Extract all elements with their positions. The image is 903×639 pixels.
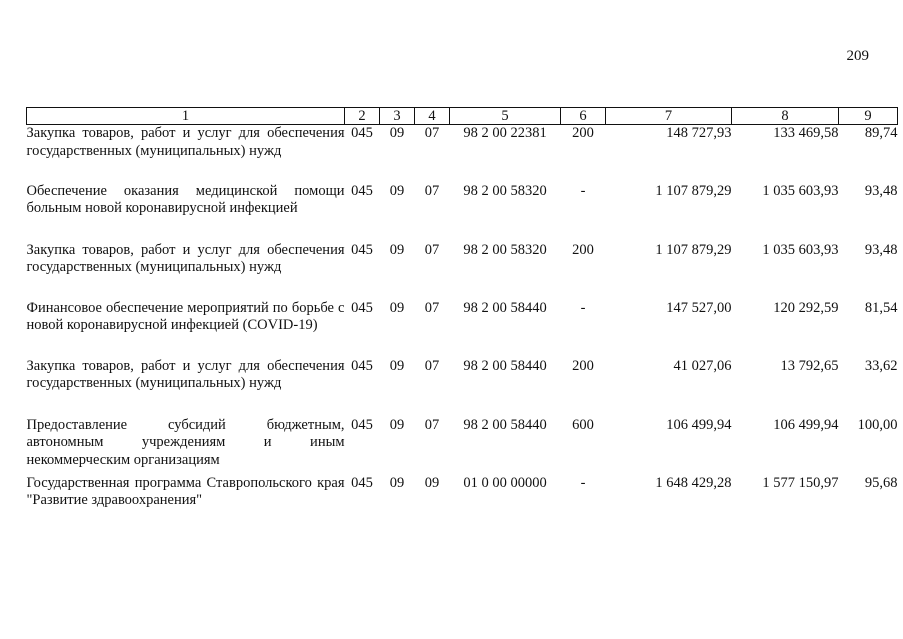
row-ministry-code: 045 [351, 357, 373, 374]
table-row [27, 183, 898, 242]
row-subsection-code: 09 [424, 474, 440, 491]
budget-table [26, 107, 898, 515]
page-number: 209 [846, 48, 869, 64]
row-expense-type: - [580, 182, 586, 199]
row-executed-amount: 120 292,59 [773, 299, 839, 316]
row-target-article: 98 2 00 58320 [463, 241, 547, 258]
row-description: Обеспечение оказания медицинской помощи больным новой коронавирусной инфекцией [26, 182, 345, 216]
table-row [27, 417, 898, 475]
row-planned-amount: 1 107 879,29 [655, 241, 732, 258]
header-cell-1: 1 [27, 108, 345, 125]
row-target-article: 01 0 00 00000 [463, 474, 547, 491]
table-row [27, 475, 898, 515]
row-section-code: 09 [389, 125, 405, 141]
header-cell-7: 7 [606, 108, 732, 125]
row-subsection-code: 07 [424, 299, 440, 316]
row-target-article: 98 2 00 58440 [463, 416, 547, 433]
row-planned-amount: 1 648 429,28 [655, 474, 732, 491]
row-execution-percent: 95,68 [864, 474, 898, 491]
row-execution-percent: 93,48 [864, 182, 898, 199]
row-executed-amount: 1 577 150,97 [762, 474, 839, 491]
row-ministry-code: 045 [351, 416, 373, 433]
row-subsection-code: 07 [424, 182, 440, 199]
row-expense-type: 200 [572, 357, 594, 374]
row-execution-percent: 81,54 [864, 299, 898, 316]
row-target-article: 98 2 00 58440 [463, 299, 547, 316]
row-expense-type: 600 [572, 416, 594, 433]
row-description: Предоставление субсидий бюджетным, автономным учреждениям и иным некоммерческим организациям [26, 416, 345, 468]
header-cell-6: 6 [561, 108, 606, 125]
table-row [27, 125, 898, 183]
row-subsection-code: 07 [424, 357, 440, 374]
row-expense-type: 200 [572, 125, 594, 141]
row-executed-amount: 13 792,65 [780, 357, 839, 374]
row-subsection-code: 07 [424, 416, 440, 433]
row-section-code: 09 [389, 474, 405, 491]
header-cell-2: 2 [345, 108, 380, 125]
row-subsection-code: 07 [424, 125, 440, 141]
row-section-code: 09 [389, 357, 405, 374]
row-planned-amount: 148 727,93 [666, 125, 732, 141]
row-planned-amount: 147 527,00 [666, 299, 732, 316]
row-section-code: 09 [389, 241, 405, 258]
row-execution-percent: 100,00 [857, 416, 898, 433]
row-description: Закупка товаров, работ и услуг для обеспечения государственных (муниципальных) нужд [26, 125, 345, 159]
row-planned-amount: 1 107 879,29 [655, 182, 732, 199]
table-row [27, 358, 898, 417]
header-cell-5: 5 [450, 108, 561, 125]
row-description: Финансовое обеспечение мероприятий по борьбе с новой коронавирусной инфекцией (COVID-19) [26, 299, 345, 333]
row-description: Государственная программа Ставропольского края "Развитие здравоохранения" [26, 474, 345, 508]
header-cell-9: 9 [839, 108, 898, 125]
table-header-row [27, 108, 898, 125]
row-expense-type: 200 [572, 241, 594, 258]
row-execution-percent: 33,62 [864, 357, 898, 374]
row-ministry-code: 045 [351, 125, 373, 141]
table-row [27, 242, 898, 300]
row-subsection-code: 07 [424, 241, 440, 258]
table-row [27, 300, 898, 358]
row-target-article: 98 2 00 58440 [463, 357, 547, 374]
row-section-code: 09 [389, 416, 405, 433]
row-ministry-code: 045 [351, 241, 373, 258]
row-executed-amount: 1 035 603,93 [762, 241, 839, 258]
row-executed-amount: 1 035 603,93 [762, 182, 839, 199]
row-planned-amount: 41 027,06 [673, 357, 732, 374]
row-expense-type: - [580, 474, 586, 491]
header-cell-8: 8 [732, 108, 839, 125]
row-target-article: 98 2 00 22381 [463, 125, 547, 141]
row-description: Закупка товаров, работ и услуг для обеспечения государственных (муниципальных) нужд [26, 241, 345, 275]
row-description: Закупка товаров, работ и услуг для обеспечения государственных (муниципальных) нужд [26, 357, 345, 391]
row-executed-amount: 133 469,58 [773, 125, 839, 141]
row-execution-percent: 89,74 [864, 125, 898, 141]
row-executed-amount: 106 499,94 [773, 416, 839, 433]
row-target-article: 98 2 00 58320 [463, 182, 547, 199]
header-cell-4: 4 [415, 108, 450, 125]
row-planned-amount: 106 499,94 [666, 416, 732, 433]
row-section-code: 09 [389, 182, 405, 199]
row-ministry-code: 045 [351, 474, 373, 491]
row-ministry-code: 045 [351, 182, 373, 199]
row-section-code: 09 [389, 299, 405, 316]
row-ministry-code: 045 [351, 299, 373, 316]
header-cell-3: 3 [380, 108, 415, 125]
row-execution-percent: 93,48 [864, 241, 898, 258]
row-expense-type: - [580, 299, 586, 316]
